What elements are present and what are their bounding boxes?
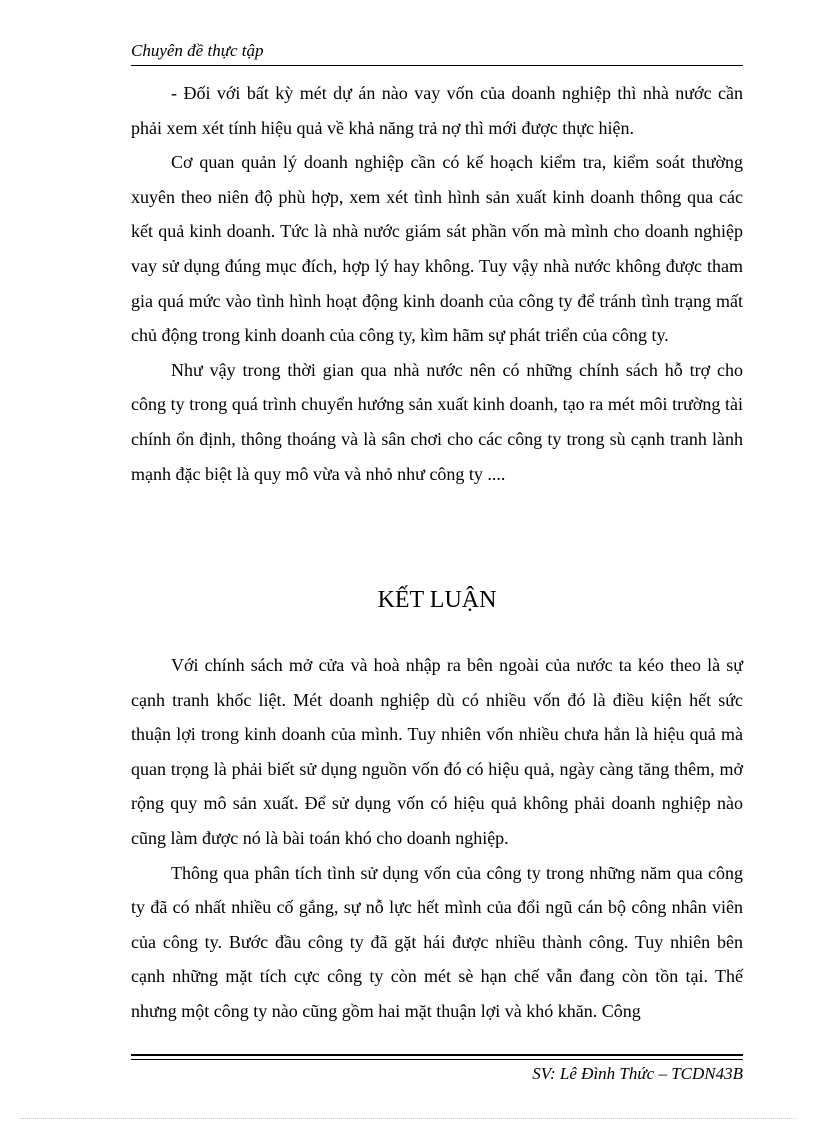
paragraph: Cơ quan quản lý doanh nghiệp cần có kế hoạch kiểm tra, kiểm soát thường xuyên theo niên độ phù hợp, xem xét tình hình sản xuất kinh doanh thông qua các kết quả kinh doanh. Tức là nhà nước giám sát phần vốn mà mình cho doanh nghiệp vay sử dụng đúng mục đích, hợp lý hay không. Tuy vậy nhà nước không được tham gia quá mức vào tình hình hoạt động kinh doanh của công ty để tránh tình trạng mất chủ động trong kinh doanh của công ty, kìm hãm sự phát triển của công ty.: [131, 152, 743, 346]
section-heading: KẾT LUẬN: [377, 587, 497, 613]
page-edge-dots: [20, 1118, 796, 1119]
paragraph: - Đối với bất kỳ mét dự án nào vay vốn của doanh nghiệp thì nhà nước cần phải xem xét tính hiệu quả về khả năng trả nợ thì mới được thực hiện.: [131, 83, 743, 138]
body-section-bottom: [131, 648, 743, 1029]
footer-rule: [131, 1054, 743, 1060]
header-rule: [131, 65, 743, 66]
paragraph: Thông qua phân tích tình sử dụng vốn của công ty trong những năm qua công ty đã có nhất nhiều cố gắng, sự nỗ lực hết mình của đổi ngũ cán bộ công nhân viên của công ty. Bước đầu công ty đã gặt hái được nhiều thành công. Tuy nhiên bên cạnh những mặt tích cực công ty còn mét sè hạn chế vẫn đang còn tồn tại. Thế nhưng một công ty nào cũng gồm hai mặt thuận lợi và khó khăn. Công: [131, 862, 743, 1021]
body-section-top: [131, 76, 743, 491]
page-header: [131, 40, 743, 62]
paragraph: Với chính sách mở cửa và hoà nhập ra bên ngoài của nước ta kéo theo là sự cạnh tranh khốc liệt. Mét doanh nghiệp dù có nhiều vốn đó là điều kiện hết sức thuận lợi trong kinh doanh của mình. Tuy nhiên vốn nhiều chưa hẳn là hiệu quả mà quan trọng là phải biết sử dụng nguồn vốn đó có hiệu quả, ngày càng tăng thêm, mở rộng quy mô sản xuất. Để sử dụng vốn có hiệu quả không phải doanh nghiệp nào cũng làm được nó là bài toán khó cho doanh nghiệp.: [131, 655, 743, 848]
paragraph: Như vậy trong thời gian qua nhà nước nên có những chính sách hỗ trợ cho công ty trong quá trình chuyển hướng sản xuất kinh doanh, tạo ra mét môi trường tài chính ổn định, thông thoáng và là sân chơi cho các công ty trong sù cạnh tranh lành mạnh đặc biệt là quy mô vừa và nhỏ như công ty ....: [131, 359, 743, 484]
header-title: Chuyên đề thực tập: [131, 41, 264, 60]
footer-text: SV: Lê Đình Thức – TCDN43B: [532, 1064, 743, 1083]
